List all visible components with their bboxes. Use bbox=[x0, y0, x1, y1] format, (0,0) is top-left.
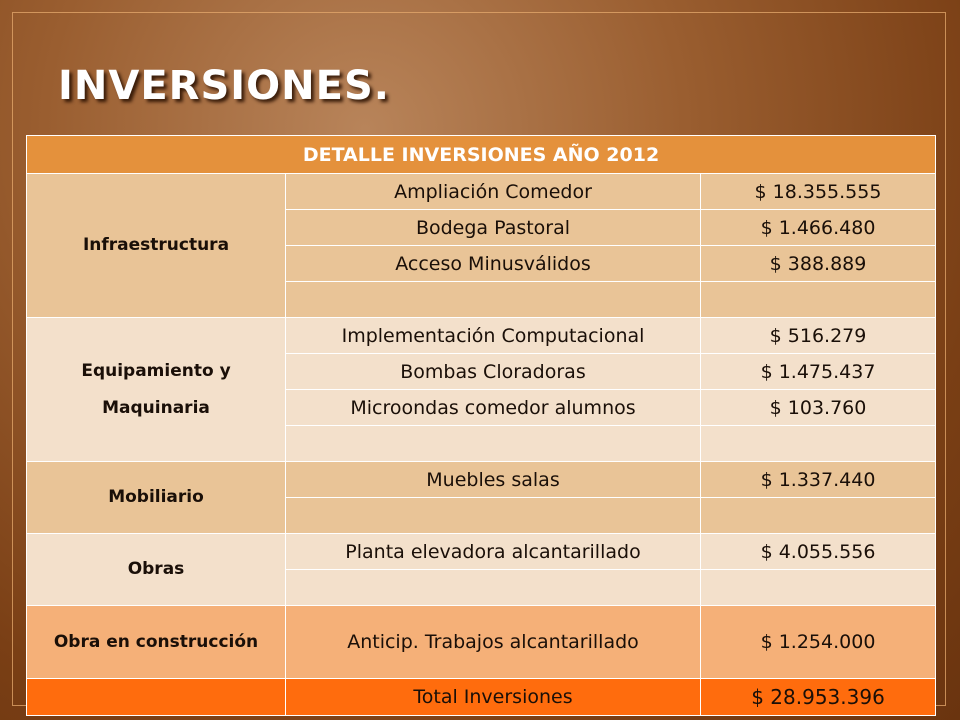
item-cell: Planta elevadora alcantarillado bbox=[286, 534, 701, 570]
item-cell bbox=[286, 426, 701, 462]
category-cell: Obras bbox=[27, 534, 286, 606]
total-amount: $ 28.953.396 bbox=[701, 679, 936, 716]
amount-cell: $ 1.466.480 bbox=[701, 210, 936, 246]
table-header: DETALLE INVERSIONES AÑO 2012 bbox=[27, 136, 936, 174]
amount-cell: $ 1.254.000 bbox=[701, 606, 936, 679]
table-header-row bbox=[27, 136, 936, 174]
total-label: Total Inversiones bbox=[286, 679, 701, 716]
amount-cell: $ 1.337.440 bbox=[701, 462, 936, 498]
item-cell: Bombas Cloradoras bbox=[286, 354, 701, 390]
category-cell: Mobiliario bbox=[27, 462, 286, 534]
amount-cell: $ 4.055.556 bbox=[701, 534, 936, 570]
amount-cell bbox=[701, 282, 936, 318]
table-row bbox=[27, 174, 936, 210]
item-cell: Acceso Minusválidos bbox=[286, 246, 701, 282]
category-cell: Infraestructura bbox=[27, 174, 286, 318]
item-cell: Anticip. Trabajos alcantarillado bbox=[286, 606, 701, 679]
amount-cell bbox=[701, 570, 936, 606]
table-row bbox=[27, 534, 936, 570]
table-row bbox=[27, 606, 936, 679]
item-cell: Bodega Pastoral bbox=[286, 210, 701, 246]
category-cell: Equipamiento y Maquinaria bbox=[27, 318, 286, 462]
item-cell bbox=[286, 282, 701, 318]
table-row bbox=[27, 462, 936, 498]
amount-cell bbox=[701, 426, 936, 462]
total-row bbox=[27, 679, 936, 716]
item-cell: Implementación Computacional bbox=[286, 318, 701, 354]
category-cell: Obra en construcción bbox=[27, 606, 286, 679]
amount-cell: $ 103.760 bbox=[701, 390, 936, 426]
amount-cell: $ 18.355.555 bbox=[701, 174, 936, 210]
amount-cell: $ 516.279 bbox=[701, 318, 936, 354]
total-empty-cell bbox=[27, 679, 286, 716]
item-cell: Ampliación Comedor bbox=[286, 174, 701, 210]
investments-table bbox=[26, 135, 936, 716]
table-row bbox=[27, 318, 936, 354]
amount-cell: $ 388.889 bbox=[701, 246, 936, 282]
item-cell bbox=[286, 570, 701, 606]
slide-title: INVERSIONES. bbox=[58, 63, 390, 109]
item-cell: Microondas comedor alumnos bbox=[286, 390, 701, 426]
amount-cell: $ 1.475.437 bbox=[701, 354, 936, 390]
amount-cell bbox=[701, 498, 936, 534]
item-cell bbox=[286, 498, 701, 534]
item-cell: Muebles salas bbox=[286, 462, 701, 498]
